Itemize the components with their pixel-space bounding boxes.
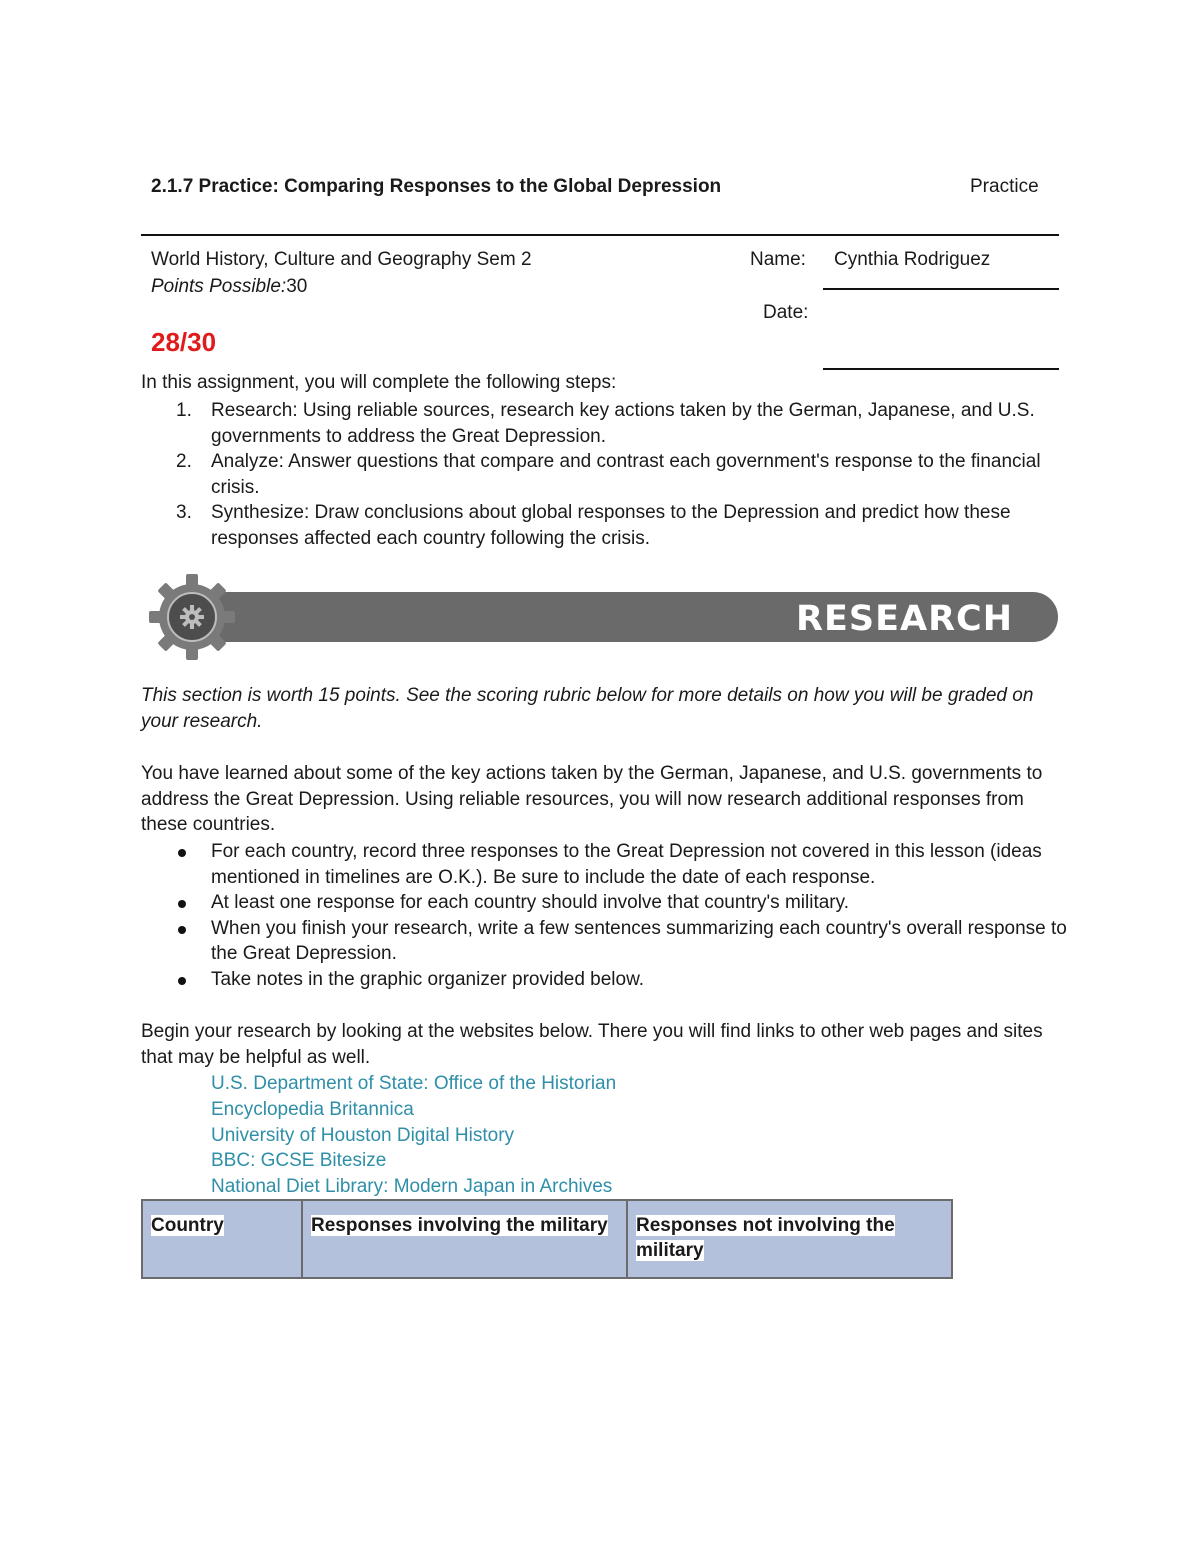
date-field[interactable] (823, 368, 1059, 370)
bullet-list (141, 839, 1071, 992)
name-field[interactable]: Cynthia Rodriguez (834, 249, 991, 270)
points-label: Points Possible: (151, 276, 287, 297)
bullet-icon (178, 926, 186, 934)
date-label: Date: (763, 302, 809, 323)
list-item: 2. Analyze: Answer questions that compare and contrast each government's response to the financial crisis. (176, 451, 1041, 498)
page-title: 2.1.7 Practice: Comparing Responses to the Global Depression (151, 176, 722, 197)
link-encyclopedia-britannica[interactable]: Encyclopedia Britannica (211, 1098, 414, 1120)
link-office-of-historian[interactable]: U.S. Department of State: Office of the Historian (211, 1073, 617, 1094)
resource-links (211, 1071, 616, 1200)
list-item: Take notes in the graphic organizer provided below. (141, 967, 1071, 993)
name-label: Name: (750, 249, 806, 270)
steps-list (141, 398, 1071, 551)
list-item: For each country, record three responses to the Great Depression not covered in this lesson (ideas mentioned in timelines are O.K.). Be sure to include the date of each response. (141, 839, 1071, 890)
link-digital-history[interactable]: University of Houston Digital History (211, 1124, 515, 1146)
list-item: At least one response for each country should involve that country's military. (141, 890, 1071, 916)
research-banner (148, 572, 1058, 662)
banner-label: RESEARCH (796, 599, 1013, 639)
bullet-icon (178, 849, 186, 857)
research-instructions: Begin your research by looking at the websites below. There you will find links to other web pages and sites that may be helpful as well. (141, 1021, 1043, 1068)
divider (141, 234, 1059, 236)
graphic-organizer (141, 1199, 953, 1279)
points-possible (151, 276, 307, 298)
list-item: 1. Research: Using reliable sources, research key actions taken by the German, Japanese, and U.S. governments to address the Great Depression. (176, 400, 1035, 447)
list-item: 3. Synthesize: Draw conclusions about global responses to the Depression and predict how these responses affected each country following the crisis. (176, 502, 1011, 549)
bullet-icon (178, 900, 186, 908)
column-header-country: Country (142, 1200, 302, 1278)
intro-text: In this assignment, you will complete the following steps: (141, 372, 617, 393)
instructions-paragraph: You have learned about some of the key actions taken by the German, Japanese, and U.S. governments to address the Great Depression. Using reliable resources, you will now research additional responses from these countries. (141, 763, 1043, 835)
table-header-row (142, 1200, 952, 1278)
section-note: This section is worth 15 points. See the scoring rubric below for more details on how you will be graded on your research. (141, 685, 1034, 732)
link-bbc-bitesize[interactable]: BBC: GCSE Bitesize (211, 1150, 387, 1172)
name-underline (823, 288, 1059, 290)
assignment-type: Practice (970, 176, 1039, 197)
column-header-non-military: Responses not involving the military (627, 1200, 952, 1278)
points-value: 30 (286, 276, 308, 297)
course-name: World History, Culture and Geography Sem 2 (151, 249, 532, 270)
list-item: When you finish your research, write a few sentences summarizing each country's overall response to the Great Depression. (141, 916, 1071, 967)
score: 28/30 (151, 327, 217, 357)
link-modern-japan-archives[interactable]: National Diet Library: Modern Japan in Archives (211, 1176, 613, 1198)
bullet-icon (178, 977, 186, 985)
column-header-military: Responses involving the military (302, 1200, 627, 1278)
gear-icon (149, 574, 235, 660)
